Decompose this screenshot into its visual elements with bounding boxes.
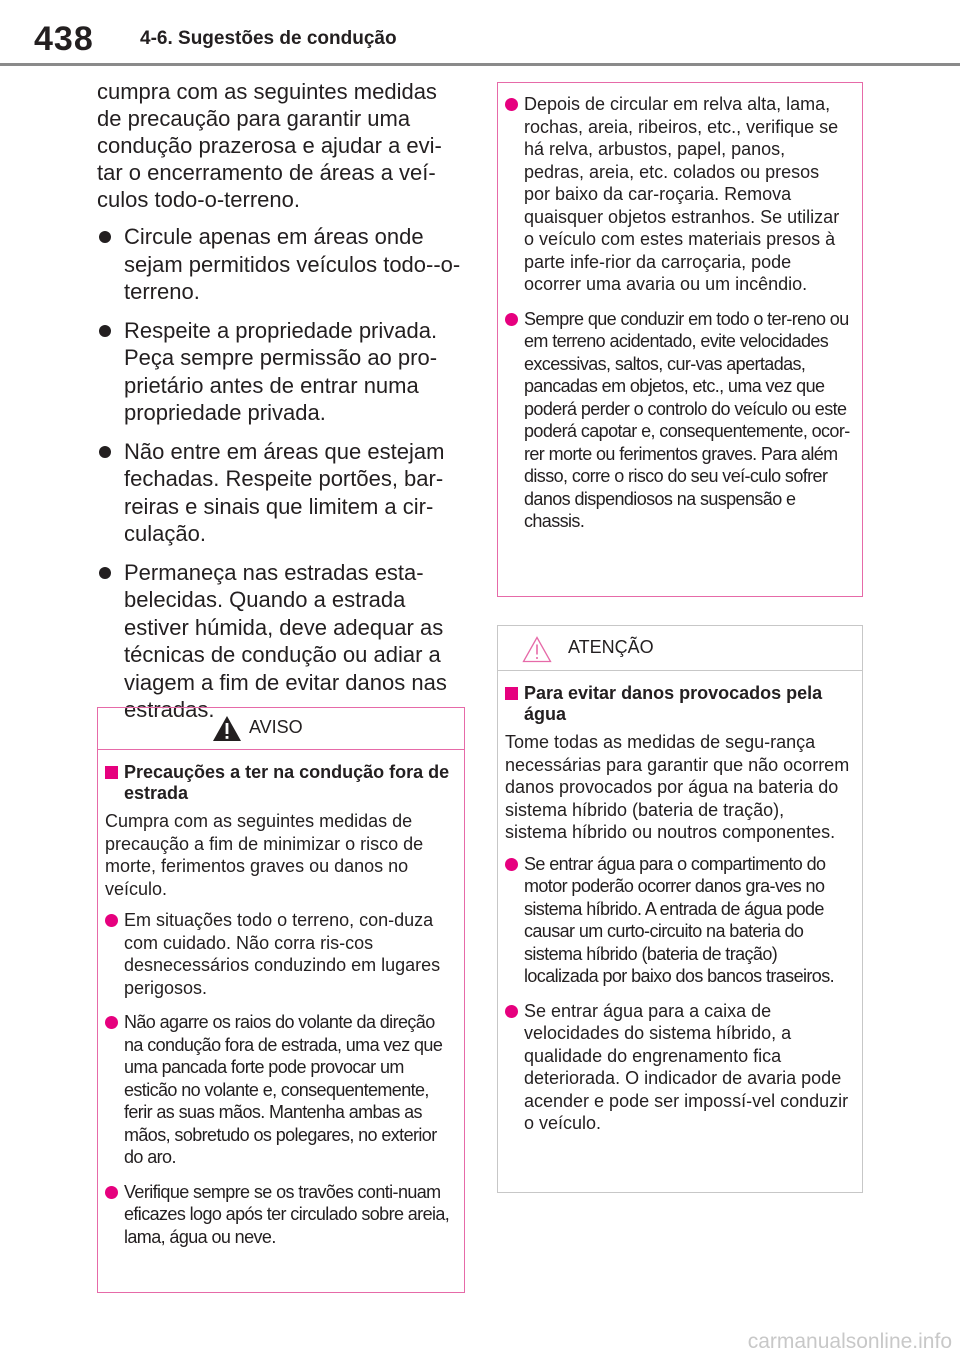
- list-item: [105, 1181, 452, 1249]
- left-column-text: [97, 78, 467, 735]
- bullet-text: Não entre em áreas que estejam fechadas. Respeite portões, bar-reiras e sinais que limitem a cir-culação.: [124, 438, 445, 546]
- circle-bullet-icon: [105, 1016, 118, 1029]
- list-item: [505, 308, 850, 533]
- item-text: Depois de circular em relva alta, lama, rochas, areia, ribeiros, etc., verifique se há relva, arbustos, papel, panos, pedras, areia, etc. colados ou presos por baixo da car-roçaria. Remova quaisquer objetos estranhos. Se utilizar o veículo com estes materiais presos à parte infe-rior da carroçaria, pode ocorrer uma avaria ou um incêndio.: [524, 94, 840, 294]
- aviso-title: AVISO: [249, 717, 303, 737]
- list-item: [505, 1000, 850, 1135]
- bullet-dot-icon: [99, 325, 111, 337]
- page-number: 438: [34, 20, 94, 58]
- bullet-text: Circule apenas em áreas onde sejam permitidos veículos todo--o-terreno.: [124, 224, 461, 304]
- item-text: Não agarre os raios do volante da direção na condução fora de estrada, uma vez que uma pancada forte pode provocar um esticão no volante e, consequentemente, ferir as suas mãos. Mantenha ambas as mãos, sobretudo os polegares, no exterior do aro.: [124, 1012, 443, 1167]
- intro-paragraph: cumpra com as seguintes medidas de precaução para garantir uma condução prazerosa e ajudar a evi-tar o encerramento de áreas a veí-culos todo-o-terreno.: [97, 79, 442, 212]
- item-text: Sempre que conduzir em todo o ter-reno ou em terreno acidentado, evite velocidades excessivas, saltos, cur-vas apertadas, pancadas em objetos, etc., uma vez que poderá perder o controlo do veículo ou este poderá capotar e, consequentemente, ocor-rer morte ou ferimentos graves. Para além disso, corre o risco do seu veí-culo sofrer danos dispendiosos na suspensão e chassis.: [524, 308, 850, 531]
- aviso-paragraph: Cumpra com as seguintes medidas de precaução a fim de minimizar o risco de morte, ferimentos graves ou danos no veículo.: [105, 811, 424, 899]
- circle-bullet-icon: [505, 1005, 518, 1018]
- aviso-box-header: [98, 708, 464, 750]
- header-divider: [0, 63, 960, 66]
- continued-warning-box: [497, 82, 863, 597]
- list-item: [97, 559, 467, 724]
- bullet-dot-icon: [99, 231, 111, 243]
- list-item: [97, 223, 467, 306]
- list-item: [505, 93, 850, 296]
- list-item: [105, 909, 452, 999]
- item-text: Verifique sempre se os travões conti-nuam eficazes logo após ter circulado sobre areia, lama, água ou neve.: [124, 1181, 450, 1247]
- list-item: [505, 853, 850, 988]
- atencao-title: ATENÇÃO: [568, 637, 654, 657]
- atencao-box-header: [498, 626, 862, 671]
- circle-bullet-icon: [105, 1186, 118, 1199]
- bullet-dot-icon: [99, 567, 111, 579]
- aviso-warning-box: [97, 707, 465, 1293]
- circle-bullet-icon: [505, 858, 518, 871]
- warning-triangle-filled-icon: [212, 715, 242, 742]
- aviso-subheading: [105, 762, 452, 804]
- aviso-box-body: [98, 750, 464, 1248]
- atencao-notice-box: [497, 625, 863, 1193]
- square-bullet-icon: [505, 687, 518, 700]
- list-item: [97, 317, 467, 427]
- watermark: carmanualsonline.info: [747, 1330, 952, 1353]
- circle-bullet-icon: [105, 914, 118, 927]
- continued-box-body: [498, 83, 862, 533]
- page-header: [0, 0, 960, 68]
- item-text: Se entrar água para o compartimento do motor poderão ocorrer danos gra-ves no sistema híbrido. A entrada de água pode causar um curto-circuito na bateria do sistema híbrido (bateria de tração) localizada por baixo dos bancos traseiros.: [524, 853, 834, 986]
- subheading-text: Precauções a ter na condução fora de estrada: [124, 762, 450, 803]
- square-bullet-icon: [105, 766, 118, 779]
- list-item: [97, 438, 467, 548]
- item-text: Em situações todo o terreno, con-duza com cuidado. Não corra ris-cos desnecessários conduzindo em lugares perigosos.: [124, 910, 441, 998]
- list-item: [105, 1011, 452, 1169]
- subheading-text: Para evitar danos provocados pela água: [524, 683, 823, 724]
- section-title: 4-6. Sugestões de condução: [140, 28, 397, 49]
- atencao-box-body: [498, 671, 862, 1135]
- circle-bullet-icon: [505, 313, 518, 326]
- warning-triangle-outline-icon: [522, 636, 552, 663]
- circle-bullet-icon: [505, 98, 518, 111]
- bullet-dot-icon: [99, 446, 111, 458]
- bullet-text: Respeite a propriedade privada. Peça sempre permissão ao pro-prietário antes de entrar numa propriedade privada.: [124, 317, 438, 425]
- atencao-paragraph: Tome todas as medidas de segu-rança necessárias para garantir que não ocorrem danos provocados por água na bateria do sistema híbrido (bateria de tração), sistema híbrido ou noutros componentes.: [505, 732, 850, 842]
- bullet-list: [97, 223, 467, 724]
- bullet-text: Permaneça nas estradas esta-belecidas. Quando a estrada estiver húmida, deve adequar as técnicas de condução ou adiar a viagem a fim de evitar danos nas estradas.: [124, 559, 447, 722]
- item-text: Se entrar água para a caixa de velocidades do sistema híbrido, a qualidade do engrenamento fica deteriorada. O indicador de avaria pode acender e pode ser impossí-vel conduzir o veículo.: [524, 1000, 849, 1133]
- atencao-subheading: [505, 683, 850, 725]
